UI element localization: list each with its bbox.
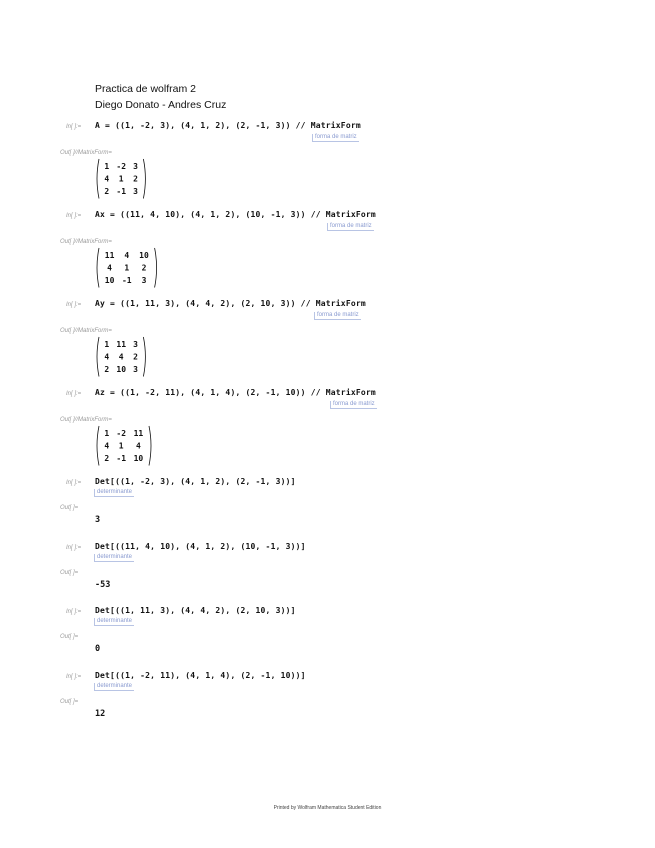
- matrix-entry: 2: [133, 174, 139, 184]
- function-hint: forma de matriz: [312, 134, 359, 142]
- output-value: -53: [95, 580, 111, 590]
- matrix-graphic: [95, 336, 147, 378]
- input-label: In[ ]:=: [66, 302, 82, 308]
- matrix-entry: 10: [139, 251, 149, 260]
- matrix-entry: 1: [104, 340, 110, 349]
- right-paren: [143, 337, 145, 377]
- left-paren: [97, 426, 99, 466]
- matrix-graphic: [95, 247, 159, 289]
- input-label: In[ ]:=: [66, 545, 82, 551]
- matrix-entry: 1: [118, 441, 124, 451]
- output-label: Out[ ]//MatrixForm=: [60, 417, 112, 423]
- input-label: In[ ]:=: [66, 480, 82, 486]
- matrix-entry: 11: [104, 251, 115, 260]
- matrix-entry: -1: [121, 276, 132, 285]
- print-footer: Printed by Wolfram Mathematica Student Edition: [273, 805, 382, 811]
- matrix-entry: 11: [116, 340, 127, 349]
- matrix-entry: 3: [141, 276, 147, 285]
- input-cell[interactable]: A = ((1, -2, 3), (4, 1, 2), (2, -1, 3)) // MatrixForm: [95, 121, 361, 130]
- output-label: Out[ ]=: [60, 699, 79, 705]
- input-label: In[ ]:=: [66, 391, 82, 397]
- matrix-entry: 3: [133, 340, 139, 349]
- matrix-entry: 4: [104, 441, 110, 451]
- right-paren: [155, 248, 157, 288]
- notebook-title: Practica de wolfram 2: [95, 83, 196, 95]
- output-label: Out[ ]//MatrixForm=: [60, 328, 112, 334]
- input-cell[interactable]: Det[((1, -2, 11), (4, 1, 4), (2, -1, 10))]: [95, 671, 306, 680]
- output-label: Out[ ]=: [60, 570, 79, 576]
- function-hint: forma de matriz: [330, 401, 377, 409]
- matrix-entry: 1: [124, 263, 130, 273]
- notebook-authors: Diego Donato - Andres Cruz: [95, 99, 227, 111]
- matrix-entry: 4: [118, 352, 124, 362]
- function-hint: determinante: [94, 618, 134, 626]
- matrix-entry: 4: [104, 174, 110, 184]
- input-cell[interactable]: Det[((1, -2, 3), (4, 1, 2), (2, -1, 3))]: [95, 477, 296, 486]
- matrix-entry: -1: [116, 187, 127, 196]
- left-paren: [97, 159, 99, 199]
- input-label: In[ ]:=: [66, 124, 82, 130]
- matrix-entry: 10: [116, 365, 127, 374]
- input-cell[interactable]: Ay = ((1, 11, 3), (4, 4, 2), (2, 10, 3)) // MatrixForm: [95, 299, 366, 308]
- output-label: Out[ ]//MatrixForm=: [60, 150, 112, 156]
- matrix-graphic: [95, 425, 153, 467]
- matrix-entry: 4: [104, 352, 110, 362]
- matrix-entry: 1: [104, 162, 110, 171]
- right-paren: [143, 159, 145, 199]
- matrix-entry: 2: [141, 263, 147, 273]
- output-matrix: [95, 425, 153, 467]
- matrix-entry: 4: [124, 251, 130, 260]
- matrix-entry: -2: [116, 429, 127, 438]
- input-cell[interactable]: Det[((1, 11, 3), (4, 4, 2), (2, 10, 3))]: [95, 606, 296, 615]
- left-paren: [97, 337, 99, 377]
- output-value: 0: [95, 644, 101, 654]
- function-hint: determinante: [94, 554, 134, 562]
- input-label: In[ ]:=: [66, 213, 82, 219]
- matrix-entry: 1: [104, 429, 110, 438]
- input-label: In[ ]:=: [66, 609, 82, 615]
- matrix-entry: 10: [133, 454, 144, 463]
- output-value: 3: [95, 515, 101, 525]
- matrix-entry: 3: [133, 162, 139, 171]
- function-hint: forma de matriz: [327, 223, 374, 231]
- input-cell[interactable]: Ax = ((11, 4, 10), (4, 1, 2), (10, -1, 3)) // MatrixForm: [95, 210, 376, 219]
- left-paren: [97, 248, 99, 288]
- matrix-entry: 2: [104, 365, 110, 374]
- output-matrix: [95, 158, 147, 200]
- matrix-entry: 4: [107, 263, 113, 273]
- output-label: Out[ ]//MatrixForm=: [60, 239, 112, 245]
- matrix-entry: 2: [104, 187, 110, 196]
- matrix-entry: 1: [118, 174, 124, 184]
- matrix-entry: 3: [133, 365, 139, 374]
- input-cell[interactable]: Det[((11, 4, 10), (4, 1, 2), (10, -1, 3))]: [95, 542, 306, 551]
- output-label: Out[ ]=: [60, 505, 79, 511]
- matrix-entry: 10: [104, 276, 115, 285]
- output-label: Out[ ]=: [60, 634, 79, 640]
- matrix-graphic: [95, 158, 147, 200]
- output-value: 12: [95, 709, 106, 719]
- matrix-entry: 2: [133, 352, 139, 362]
- matrix-entry: 3: [133, 187, 139, 196]
- matrix-entry: -2: [116, 162, 127, 171]
- output-matrix: [95, 247, 159, 289]
- matrix-entry: 11: [133, 429, 144, 438]
- function-hint: forma de matriz: [314, 312, 361, 320]
- function-hint: determinante: [94, 489, 134, 497]
- matrix-entry: -1: [116, 454, 127, 463]
- right-paren: [149, 426, 151, 466]
- function-hint: determinante: [94, 683, 134, 691]
- matrix-entry: 4: [135, 441, 141, 451]
- input-cell[interactable]: Az = ((1, -2, 11), (4, 1, 4), (2, -1, 10)) // MatrixForm: [95, 388, 376, 397]
- output-matrix: [95, 336, 147, 378]
- matrix-entry: 2: [104, 454, 110, 463]
- input-label: In[ ]:=: [66, 674, 82, 680]
